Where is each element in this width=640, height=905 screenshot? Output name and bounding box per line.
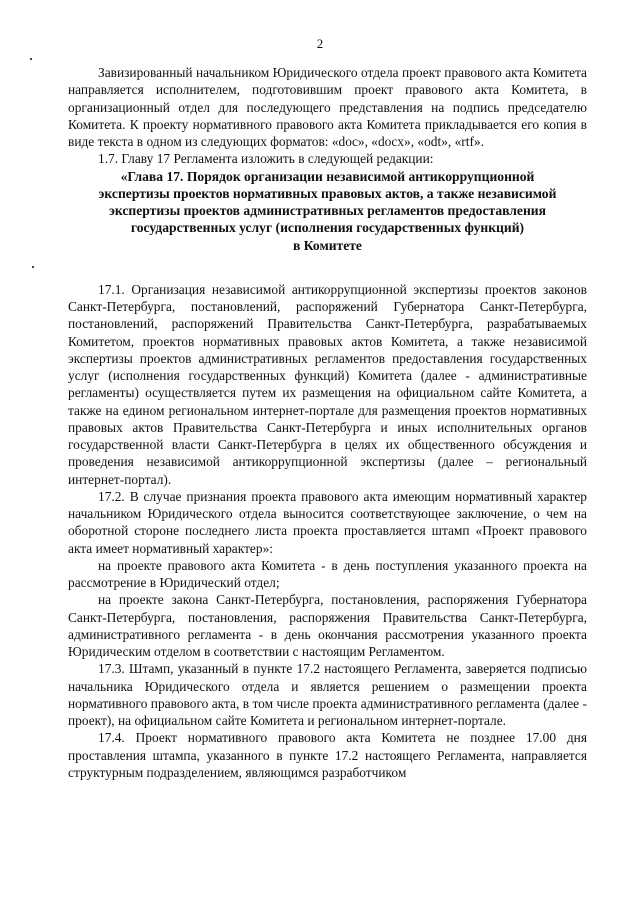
- chapter-heading: [68, 168, 587, 254]
- page-number: 2: [316, 36, 324, 51]
- paragraph-approval: Завизированный начальником Юридического отдела проект правового акта Комитета направляется исполнителем, подготовившим проект правового акта Комитета, в организационный отдел для последующего представления на подпись председателю Комитета. К проекту нормативного правового акта Комитета прикладывается его копия в виде текста в одном из следующих форматов: «doc», «docx», «odt», «rtf».: [68, 65, 587, 149]
- chapter-heading-line: экспертизы проектов административных регламентов предоставления: [109, 203, 546, 218]
- paragraph-17-2-a: на проекте правового акта Комитета - в день поступления указанного проекта на рассмотрение в Юридический отдел;: [68, 557, 587, 590]
- scan-dot: [30, 58, 32, 60]
- scan-dot: [32, 266, 34, 268]
- chapter-heading-line: государственных услуг (исполнения государственных функций): [130, 220, 525, 236]
- document-body: [68, 64, 587, 781]
- paragraph-17-1: 17.1. Организация независимой антикоррупционной экспертизы проектов законов Санкт-Петербурга, постановлений, распоряжений Губернатора Санкт-Петербурга, постановлений, распоряжений Правительства Санкт-Петербурга, разрабатываемых Комитетом, проектов нормативных правовых актов Комитета, а также независимой экспертизы проектов административных регламентов предоставления государственных услуг (исполнения государственных функций) Комитета (далее - административные регламенты) осуществляется путем их размещения на официальном сайте Комитета, а также на едином региональном интернет-портале для размещения проектов нормативных правовых актов Правительства Санкт-Петербурга и иных исполнительных органов государственной власти Санкт-Петербурга в целях их общественного обсуждения и проведения независимой антикоррупционной экспертизы (далее – региональный интернет-портал).: [68, 281, 587, 487]
- paragraph-17-2-b: на проекте закона Санкт-Петербурга, постановления, распоряжения Губернатора Санкт-Петербурга, постановления, распоряжения Правительства Санкт-Петербурга, административного регламента - в день окончания рассмотрения указанного проекта Юридическим отделом в соответствии с настоящим Регламентом.: [68, 592, 587, 659]
- chapter-heading-line: в Комитете: [293, 237, 362, 253]
- chapter-heading-line: «Глава 17. Порядок организации независимой антикоррупционной: [120, 168, 535, 184]
- chapter-heading-line: экспертизы проектов нормативных правовых актов, а также независимой: [98, 185, 557, 201]
- paragraph-17-4: 17.4. Проект нормативного правового акта Комитета не позднее 17.00 дня проставления штампа, указанного в пункте 17.2 настоящего Регламента, направляется структурным подразделением, являющимся разработчиком: [68, 730, 587, 780]
- paragraph-amendment-intro: 1.7. Главу 17 Регламента изложить в следующей редакции:: [98, 151, 434, 167]
- paragraph-17-2: 17.2. В случае признания проекта правового акта имеющим нормативный характер начальником Юридического отдела выносится соответствующее заключение, о чем на оборотной стороне последнего листа проекта проставляется штамп «Проект правового акта имеет нормативный характер»:: [68, 488, 587, 556]
- paragraph-17-3: 17.3. Штамп, указанный в пункте 17.2 настоящего Регламента, заверяется подписью начальника Юридического отдела и является решением о размещении проекта нормативного правового акта, в том числе проекта административного регламента (далее - проект), на официальном сайте Комитета и региональном интернет-портале.: [68, 661, 587, 728]
